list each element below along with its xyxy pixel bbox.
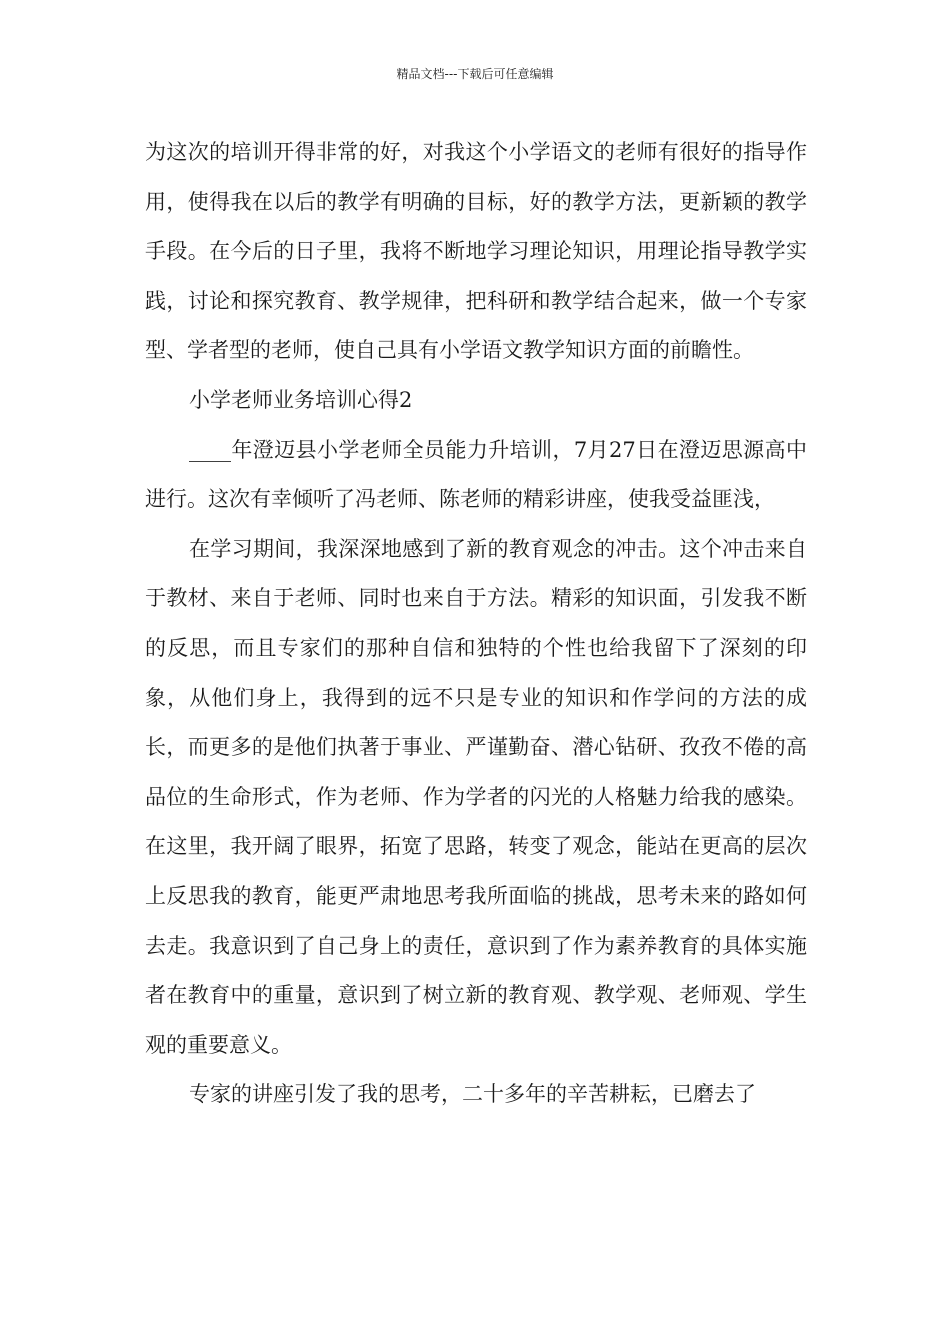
section-heading: 小学老师业务培训心得2: [189, 387, 413, 412]
paragraph-expert-lecture: 专家的讲座引发了我的思考，二十多年的辛苦耕耘，已磨去了: [189, 1082, 756, 1107]
paragraph-reflection: 在学习期间，我深深地感到了新的教育观念的冲击。这个冲击来自于教材、来自于老师、同时也来自于方法。精彩的知识面，引发我不断的反思，而且专家们的那种自信和独特的个性也给我留下了深刻的印象，从他们身上，我得到的远不只是专业的知识和作学问的方法的成长，而更多的是他们执著于事业、严谨勤奋、潜心钻研、孜孜不倦的高品位的生命形式，作为老师、作为学者的闪光的人格魅力给我的感染。在这里，我开阔了眼界，拓宽了思路，转变了观念，能站在更高的层次上反思我的教育，能更严肃地思考我所面临的挑战，思考未来的路如何去走。我意识到了自己身上的责任，意识到了作为素养教育的具体实施者在教育中的重量，意识到了树立新的教育观、教学观、老师观、学生观的重要意义。: [145, 536, 807, 1057]
page-header: 精品文档---下载后可任意编辑: [396, 67, 554, 81]
paragraph-intro-continuation: 为这次的培训开得非常的好，对我这个小学语文的老师有很好的指导作用，使得我在以后的教学有明确的目标，好的教学方法，更新颖的教学手段。在今后的日子里，我将不断地学习理论知识，用理论指导教学实践，讨论和探究教育、教学规律，把科研和教学结合起来，做一个专家型、学者型的老师，使自己具有小学语文教学知识方面的前瞻性。: [145, 140, 807, 363]
document-body: [145, 128, 807, 1120]
paragraph-training-info: ____年澄迈县小学老师全员能力升培训，7月27日在澄迈思源高中进行。这次有幸倾听了冯老师、陈老师的精彩讲座，使我受益匪浅，: [145, 437, 807, 512]
